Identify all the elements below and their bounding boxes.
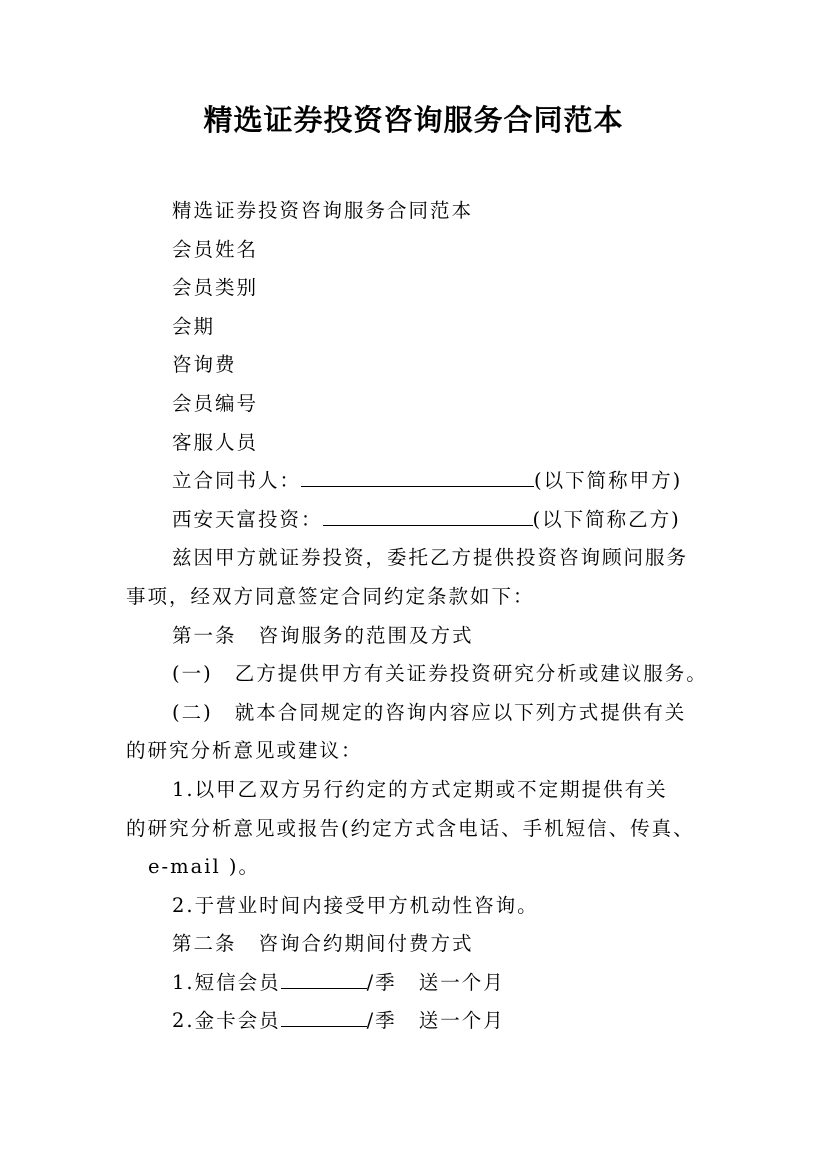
fee-blank (281, 1007, 367, 1027)
article-title: 咨询合约期间付费方式 (258, 932, 474, 956)
clause-text: 乙方提供甲方有关证券投资研究分析或建议服务。 (234, 662, 708, 686)
fee-item-label: 2.金卡会员 (172, 1009, 281, 1033)
fee-line (126, 1002, 716, 1041)
clause-number: (一) (172, 662, 213, 686)
body-line: 事项，经双方同意签定合同约定条款如下： (126, 584, 535, 608)
article-number: 第二条 (172, 932, 237, 956)
document-body (126, 192, 716, 1041)
article-heading (126, 925, 716, 964)
party-a-line (126, 462, 716, 501)
party-a-label: 立合同书人： (172, 469, 302, 493)
clause-line (126, 694, 716, 733)
article-heading (126, 617, 716, 656)
clause-number: (二) (172, 700, 213, 724)
article-number: 第一条 (172, 623, 237, 647)
fee-item-label: 1.短信会员 (172, 970, 281, 994)
body-line: 的研究分析意见或建议： (126, 739, 363, 763)
body-line: 1.以甲乙双方另行约定的方式定期或不定期提供有关 (172, 777, 668, 801)
service-staff-field-label: 客服人员 (172, 430, 259, 454)
document-title: 精选证券投资咨询服务合同范本 (203, 103, 624, 137)
body-line: e-mail )。 (148, 855, 261, 879)
membership-term-field-label: 会期 (172, 314, 216, 338)
party-b-label: 西安天富投资： (172, 507, 323, 531)
fee-unit: /季 (366, 970, 397, 994)
party-a-note: (以下简称甲方) (534, 469, 683, 493)
fee-line (126, 964, 716, 1003)
clause-line (126, 655, 716, 694)
member-category-field-label: 会员类别 (172, 276, 259, 300)
fee-bonus: 送一个月 (418, 1009, 505, 1033)
body-line: 2.于营业时间内接受甲方机动性咨询。 (172, 893, 539, 917)
fee-bonus: 送一个月 (418, 970, 505, 994)
fee-unit: /季 (366, 1009, 397, 1033)
party-a-blank (301, 467, 534, 487)
party-b-blank (323, 506, 533, 526)
consulting-fee-field-label: 咨询费 (172, 353, 237, 377)
fee-blank (281, 969, 367, 989)
party-b-line (126, 501, 716, 540)
article-title: 咨询服务的范围及方式 (258, 623, 474, 647)
body-line: 的研究分析意见或报告(约定方式含电话、手机短信、传真、 (126, 816, 695, 840)
member-name-field-label: 会员姓名 (172, 237, 259, 261)
body-line: 兹因甲方就证券投资，委托乙方提供投资咨询顾问服务 (172, 546, 689, 570)
body-line: 精选证券投资咨询服务合同范本 (172, 199, 474, 222)
member-number-field-label: 会员编号 (172, 391, 259, 415)
party-b-note: (以下简称乙方) (532, 507, 681, 531)
clause-text: 就本合同规定的咨询内容应以下列方式提供有关 (234, 700, 687, 724)
